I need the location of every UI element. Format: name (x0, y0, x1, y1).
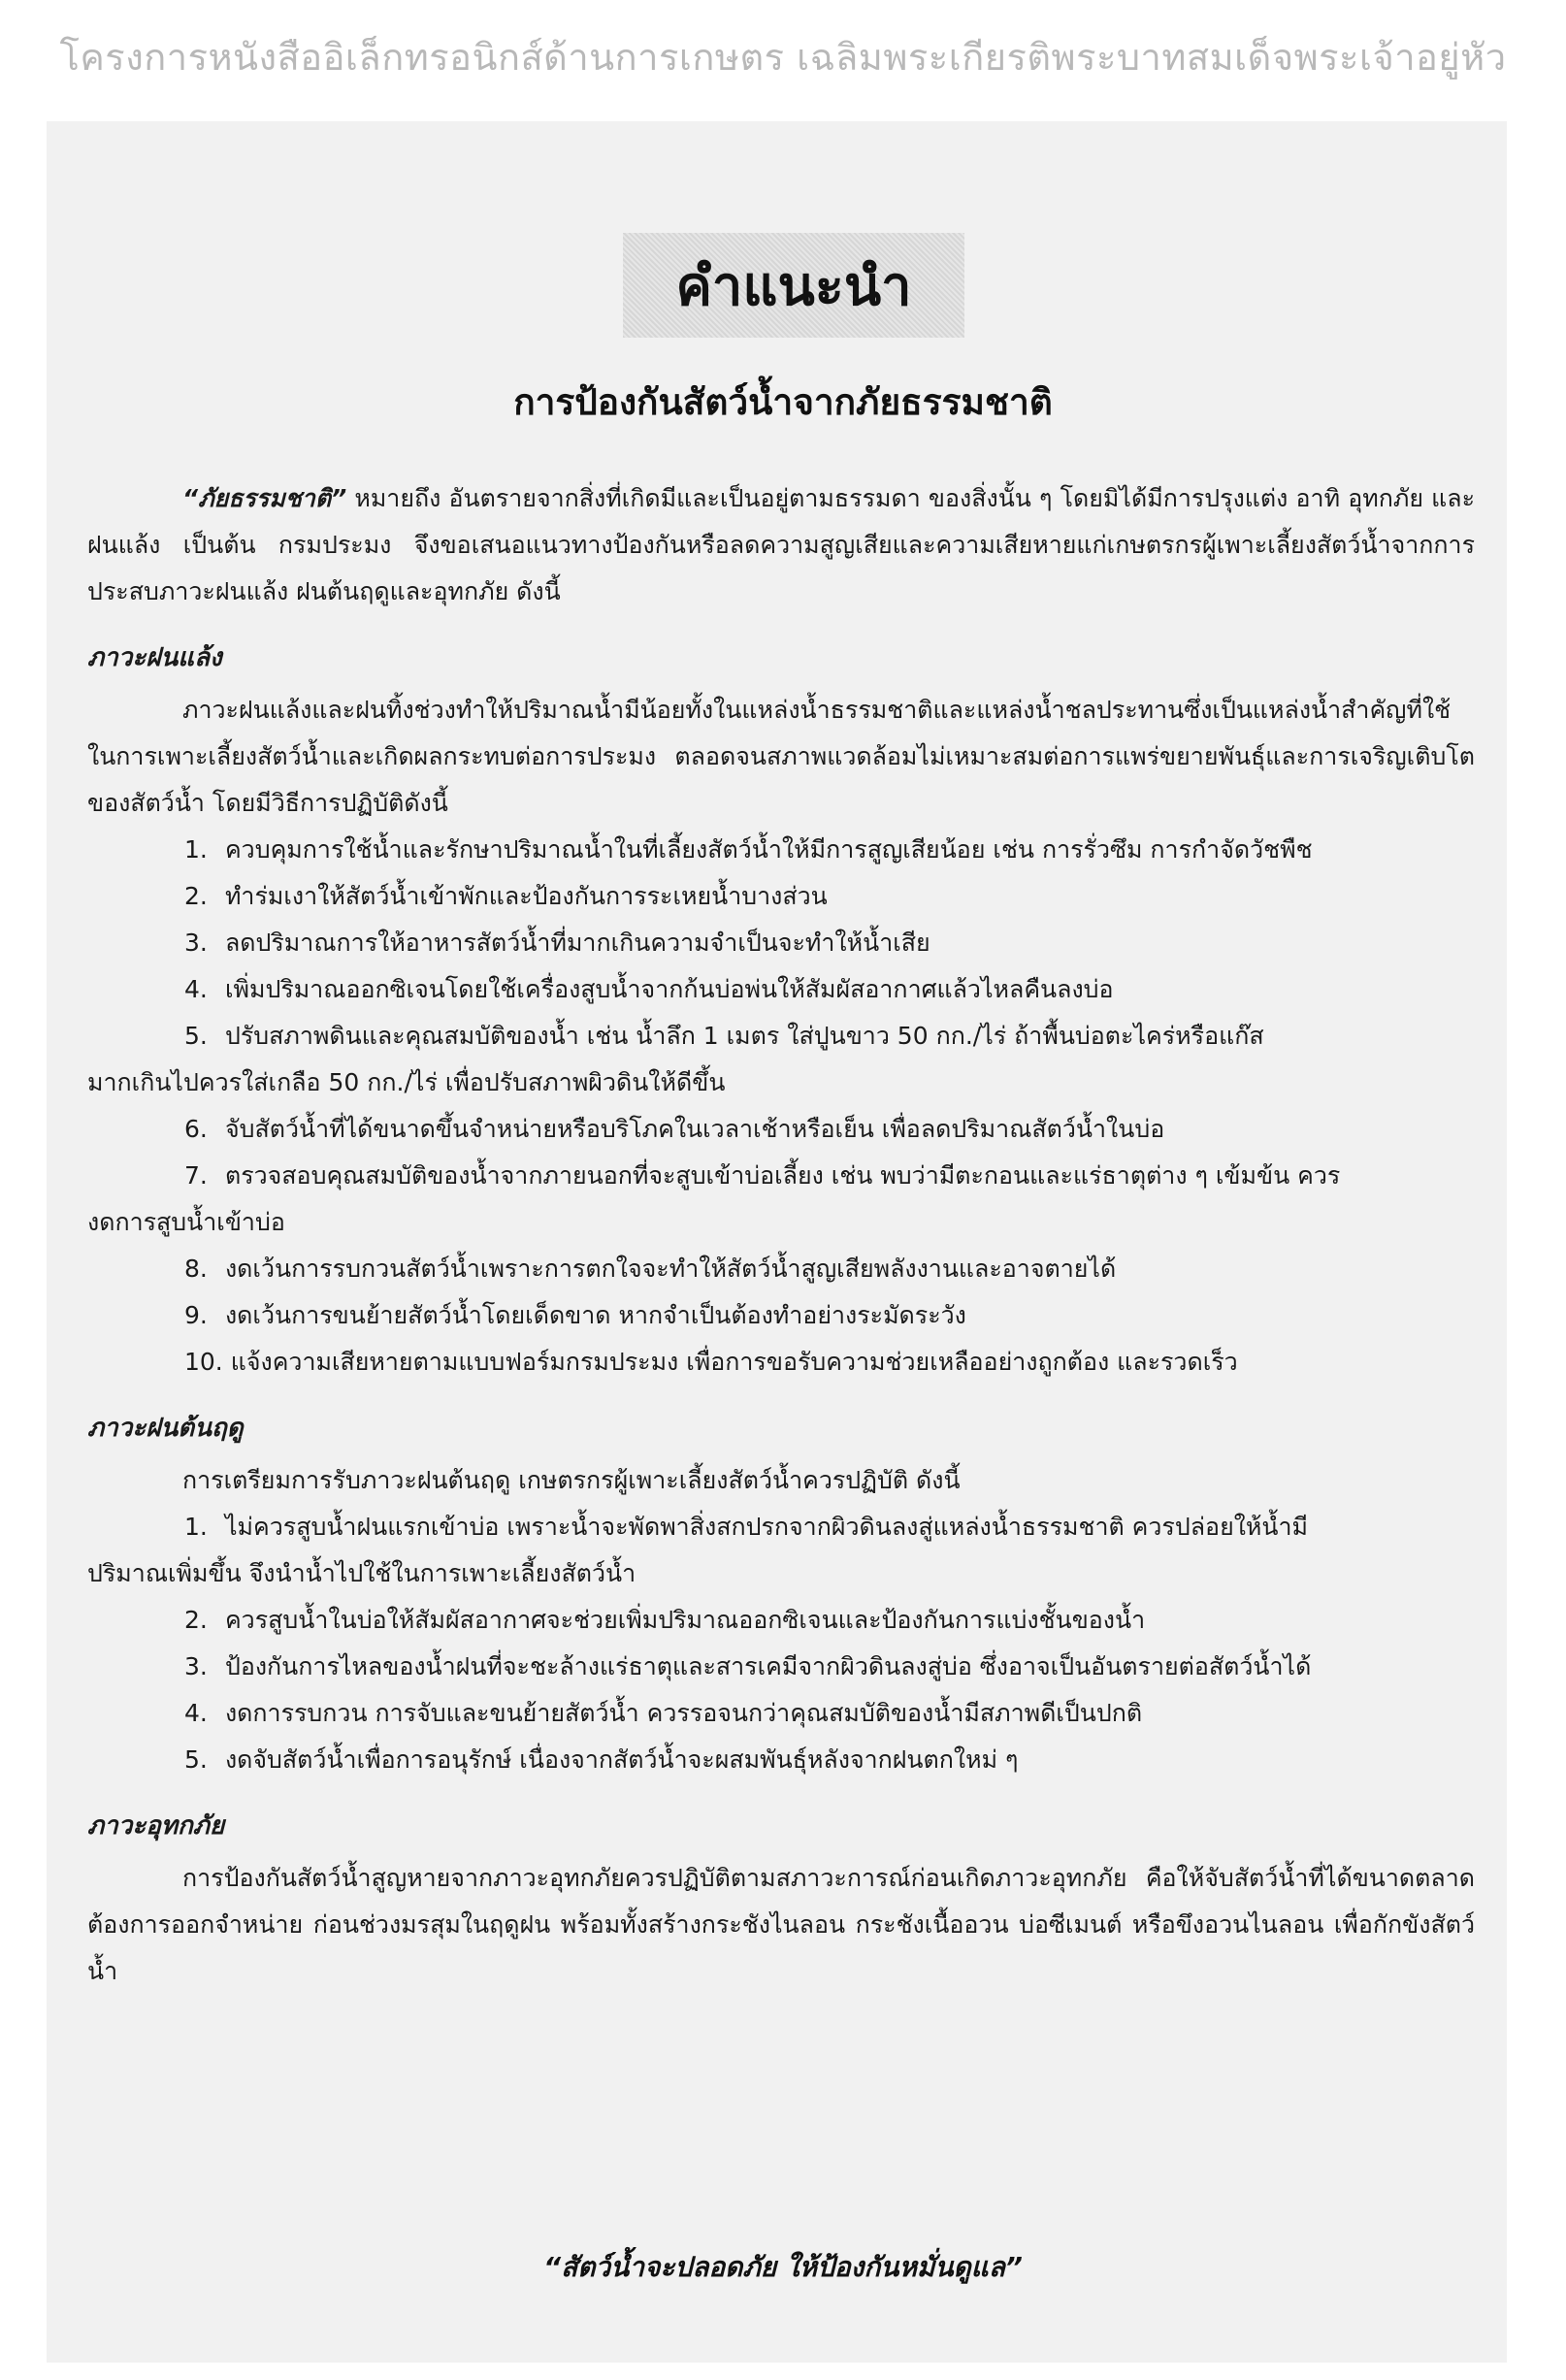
list-item (87, 1690, 1475, 1737)
list-item (87, 827, 1475, 873)
list-item (87, 1013, 1475, 1106)
list-item (87, 873, 1475, 920)
title-box (623, 233, 964, 338)
list-item (87, 1153, 1475, 1246)
list-item (87, 1737, 1475, 1783)
list-item-line (87, 920, 1475, 966)
list-item (87, 920, 1475, 966)
list-item-line (87, 873, 1475, 920)
list-item-number: 3. (184, 929, 208, 957)
list-item-text: จับสัตว์น้ำที่ได้ขนาดขึ้นจำหน่ายหรือบริโภคในเวลาเช้าหรือเย็น เพื่อลดปริมาณสัตว์น้ำในบ่อ (224, 1115, 1165, 1143)
list-item-number: 5. (184, 1022, 208, 1050)
list-item-line (87, 1292, 1475, 1339)
list-item-line (87, 1106, 1475, 1153)
list-item-line (87, 827, 1475, 873)
flood-paragraph: การป้องกันสัตว์น้ำสูญหายจากภาวะอุทกภัยควรปฏิบัติตามสภาวะการณ์ก่อนเกิดภาวะอุทกภัย คือให้จับสัตว์น้ำที่ได้ขนาดตลาดต้องการออกจำหน่าย ก่อนช่วงมรสุมในฤดูฝน พร้อมทั้งสร้างกระชังไนลอน กระชังเนื้ออวน บ่อซีเมนต์ หรือขึงอวนไนลอน เพื่อกักขังสัตว์น้ำ (87, 1864, 1475, 1985)
list-item-line (87, 1013, 1475, 1060)
list-item-line (87, 1153, 1475, 1199)
list-item-line (87, 1737, 1475, 1783)
footer-slogan: “สัตว์น้ำจะปลอดภัย ให้ป้องกันหมั่นดูแล” (543, 2251, 1023, 2283)
list-item-text: ป้องกันการไหลของน้ำฝนที่จะชะล้างแร่ธาตุและสารเคมีจากผิวดินลงสู่บ่อ ซึ่งอาจเป็นอันตรายต่อสัตว์น้ำได้ (224, 1652, 1312, 1680)
list-item-number: 9. (184, 1301, 208, 1329)
list-item-number: 3. (184, 1652, 208, 1680)
list-item-number: 2. (184, 1606, 208, 1634)
list-item-text: ทำร่มเงาให้สัตว์น้ำเข้าพักและป้องกันการระเหยน้ำบางส่วน (224, 882, 828, 910)
list-item-text: งดจับสัตว์น้ำเพื่อการอนุรักษ์ เนื่องจากสัตว์น้ำจะผสมพันธุ์หลังจากฝนตกใหม่ ๆ (224, 1745, 1019, 1774)
list-item-number: 5. (184, 1745, 208, 1774)
list-item-text: งดเว้นการรบกวนสัตว์น้ำเพราะการตกใจจะทำให้สัตว์น้ำสูญเสียพลังงานและอาจตายได้ (224, 1255, 1117, 1283)
list-item-line (87, 966, 1475, 1013)
list-item-number: 1. (184, 835, 208, 864)
drought-heading: ภาวะฝนแล้ง (87, 643, 222, 672)
intro-term: “ภัยธรรมชาติ” (182, 484, 347, 512)
drought-list (87, 827, 1475, 1386)
list-item (87, 1644, 1475, 1690)
list-item-number: 4. (184, 1699, 208, 1727)
list-item (87, 1339, 1475, 1386)
list-item-text: งดการรบกวน การจับและขนย้ายสัตว์น้ำ ควรรอจนกว่าคุณสมบัติของน้ำมีสภาพดีเป็นปกติ (224, 1699, 1143, 1727)
flood-heading: ภาวะอุทกภัย (87, 1811, 225, 1841)
list-item-number: 8. (184, 1255, 208, 1283)
early-rain-heading: ภาวะฝนต้นฤดู (87, 1414, 244, 1443)
intro-paragraph (87, 475, 1475, 615)
list-item-text: ควบคุมการใช้น้ำและรักษาปริมาณน้ำในที่เลี้ยงสัตว์น้ำให้มีการสูญเสียน้อย เช่น การรั่วซึม การกำจัดวัชพืช (224, 835, 1313, 864)
list-item-number: 7. (184, 1161, 208, 1190)
list-item-number: 10. (184, 1348, 223, 1376)
list-item-line (87, 1504, 1475, 1550)
page-subtitle: การป้องกันสัตว์น้ำจากภัยธรรมชาติ (513, 380, 1053, 423)
drought-intro: ภาวะฝนแล้งและฝนทิ้งช่วงทำให้ปริมาณน้ำมีน้อยทั้งในแหล่งน้ำธรรมชาติและแหล่งน้ำชลประทานซึ่งเป็นแหล่งน้ำสำคัญที่ใช้ในการเพาะเลี้ยงสัตว์น้ำและเกิดผลกระทบต่อการประมง ตลอดจนสภาพแวดล้อมไม่เหมาะสมต่อการแพร่ขยายพันธุ์และการเจริญเติบโตของสัตว์น้ำ โดยมีวิธีการปฏิบัติดังนี้ (87, 696, 1475, 817)
list-item (87, 966, 1475, 1013)
list-item-text: ตรวจสอบคุณสมบัติของน้ำจากภายนอกที่จะสูบเข้าบ่อเลี้ยง เช่น พบว่ามีตะกอนและแร่ธาตุต่าง ๆ เข้มข้น ควร (224, 1161, 1341, 1190)
list-item-text: เพิ่มปริมาณออกซิเจนโดยใช้เครื่องสูบน้ำจากก้นบ่อพ่นให้สัมผัสอากาศแล้วไหลคืนลงบ่อ (224, 975, 1114, 1003)
list-item-text: ลดปริมาณการให้อาหารสัตว์น้ำที่มากเกินความจำเป็นจะทำให้น้ำเสีย (224, 929, 930, 957)
list-item-number: 4. (184, 975, 208, 1003)
list-item-continuation: ปริมาณเพิ่มขึ้น จึงนำน้ำไปใช้ในการเพาะเลี้ยงสัตว์น้ำ (87, 1559, 636, 1587)
list-item-number: 6. (184, 1115, 208, 1143)
list-item-number: 1. (184, 1513, 208, 1541)
list-item (87, 1292, 1475, 1339)
list-item-text: แจ้งความเสียหายตามแบบฟอร์มกรมประมง เพื่อการขอรับความช่วยเหลืออย่างถูกต้อง และรวดเร็ว (230, 1348, 1238, 1376)
list-item-text: ควรสูบน้ำในบ่อให้สัมผัสอากาศจะช่วยเพิ่มปริมาณออกซิเจนและป้องกันการแบ่งชั้นของน้ำ (224, 1606, 1146, 1634)
list-item (87, 1504, 1475, 1597)
list-item-line (87, 1339, 1475, 1386)
list-item-continuation: มากเกินไปควรใส่เกลือ 50 กก./ไร่ เพื่อปรับสภาพผิวดินให้ดีขึ้น (87, 1068, 726, 1096)
list-item-number: 2. (184, 882, 208, 910)
list-item-text: งดเว้นการขนย้ายสัตว์น้ำโดยเด็ดขาด หากจำเป็นต้องทำอย่างระมัดระวัง (224, 1301, 966, 1329)
early-rain-list (87, 1504, 1475, 1783)
early-rain-intro: การเตรียมการรับภาวะฝนต้นฤดู เกษตรกรผู้เพาะเลี้ยงสัตว์น้ำควรปฏิบัติ ดังนี้ (182, 1466, 961, 1494)
list-item (87, 1106, 1475, 1153)
list-item-continuation: งดการสูบน้ำเข้าบ่อ (87, 1208, 285, 1236)
list-item-line (87, 1597, 1475, 1644)
intro-text: หมายถึง อันตรายจากสิ่งที่เกิดมีและเป็นอยู่ตามธรรมดา ของสิ่งนั้น ๆ โดยมิได้มีการปรุงแต่ง อาทิ อุทกภัย และฝนแล้ง เป็นต้น กรมประมง จึงขอเสนอแนวทางป้องกันหรือลดความสูญเสียและความเสียหายแก่เกษตรกรผู้เพาะเลี้ยงสัตว์น้ำจากการประสบภาวะฝนแล้ง ฝนต้นฤดูและอุทกภัย ดังนี้ (87, 484, 1475, 605)
list-item-text: ไม่ควรสูบน้ำฝนแรกเข้าบ่อ เพราะน้ำจะพัดพาสิ่งสกปรกจากผิวดินลงสู่แหล่งน้ำธรรมชาติ ควรปล่อยให้น้ำมี (224, 1513, 1309, 1541)
list-item-line (87, 1644, 1475, 1690)
list-item (87, 1597, 1475, 1644)
page-title: คำแนะนำ (675, 253, 912, 318)
list-item-text: ปรับสภาพดินและคุณสมบัติของน้ำ เช่น น้ำลึก 1 เมตร ใส่ปูนขาว 50 กก./ไร่ ถ้าพื้นบ่อตะไคร่หรือแก๊ส (224, 1022, 1264, 1050)
list-item (87, 1246, 1475, 1292)
project-header: โครงการหนังสืออิเล็กทรอนิกส์ด้านการเกษตร เฉลิมพระเกียรติพระบาทสมเด็จพระเจ้าอยู่หัว (59, 36, 1507, 79)
list-item-line (87, 1690, 1475, 1737)
list-item-line (87, 1246, 1475, 1292)
document-body (87, 475, 1475, 1995)
